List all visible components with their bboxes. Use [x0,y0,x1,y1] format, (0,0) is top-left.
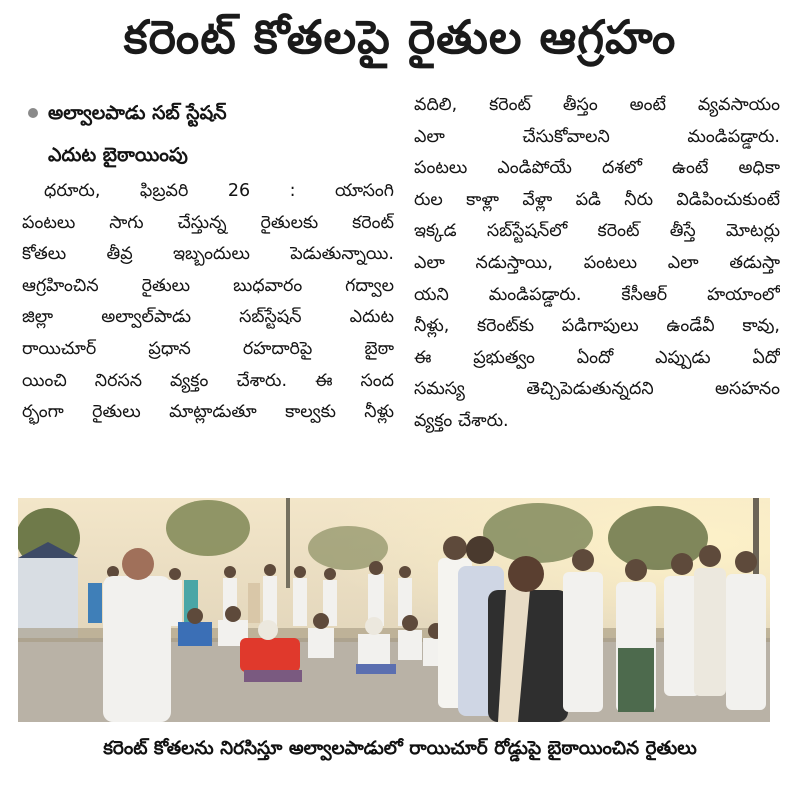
right-column [414,90,780,438]
body-right-line: వదిలి, కరెంట్ తీస్తం అంటే వ్యవసాయం [414,95,780,115]
subheadline-line-2: ఎదుట బైఠాయింపు [48,144,188,166]
body-left-line: రాయిచూర్ ప్రధాన రహదారిపై బైఠా [22,338,394,359]
body-left-line: పంటలు సాగు చేస్తున్న రైతులకు కరెంట్ [22,212,394,233]
headline: కరెంట్ కోతలపై రైతుల ఆగ్రహం [123,10,677,64]
subheadline-text-1: అల్వాలపాడు సబ్ స్టేషన్ [48,102,227,124]
left-column [22,92,394,429]
body-left-line: యించి నిరసన వ్యక్తం చేశారు. ఈ సంద [22,370,394,391]
photo-caption: కరెంట్ కోతలను నిరసిస్తూ అల్వాలపాడులో రాయిచూర్ రోడ్డుపై బైఠాయించిన రైతులు [103,737,697,759]
body-left-line: ధరూరు, ఫిబ్రవరి 26 : యాసంగి [44,181,394,201]
body-left-line: కోతలు తీవ్ర ఇబ్బందులు పెడుతున్నాయి. [22,244,394,265]
body-left-line: ఆగ్రహించిన రైతులు బుధవారం గద్వాల [22,275,394,296]
body-left-line: జిల్లా అల్వాల్‌పాడు సబ్‌స్టేషన్ ఎదుట [22,307,394,328]
body-right-line: ఇక్కడ సబ్‌స్టేషన్‌లో కరెంట్ తీస్తే మోటర్లు [414,221,780,242]
body-right-line: నీళ్లు, కరెంట్‌కు పడిగాపులు ఉండేవీ కావు, [414,316,780,337]
subheadline-line-1 [22,92,394,134]
body-right-line: వ్యక్తం చేశారు. [414,410,509,431]
body-left-line: ర్భంగా రైతులు మాట్లాడుతూ కాల్వకు నీళ్లు [22,402,394,423]
body-right-line: యని మండిపడ్డారు. కేసీఆర్ హయాంలో [414,284,780,305]
protest-photo [18,498,770,722]
body-right-line: ఈ ప్రభుత్వం ఏందో ఎప్పుడు ఏదో [414,347,780,368]
body-right-line: ఎలా నడుస్తాయి, పంటలు ఎలా తడుస్తా [414,252,780,273]
body-right-line: ఎలా చేసుకోవాలని మండిపడ్డారు. [414,126,780,147]
bullet-icon [28,108,38,118]
body-right-line: సమస్య తెచ్చిపెడుతున్నదని అసహనం [414,379,780,400]
body-right-line: పంటలు ఎండిపోయే దశలో ఉంటే అధికా [414,158,780,179]
body-right-line: రుల కాళ్లా వేళ్లా పడి నీరు విడిపించుకుంటే [414,189,780,210]
protest-photo-illustration [18,498,770,722]
